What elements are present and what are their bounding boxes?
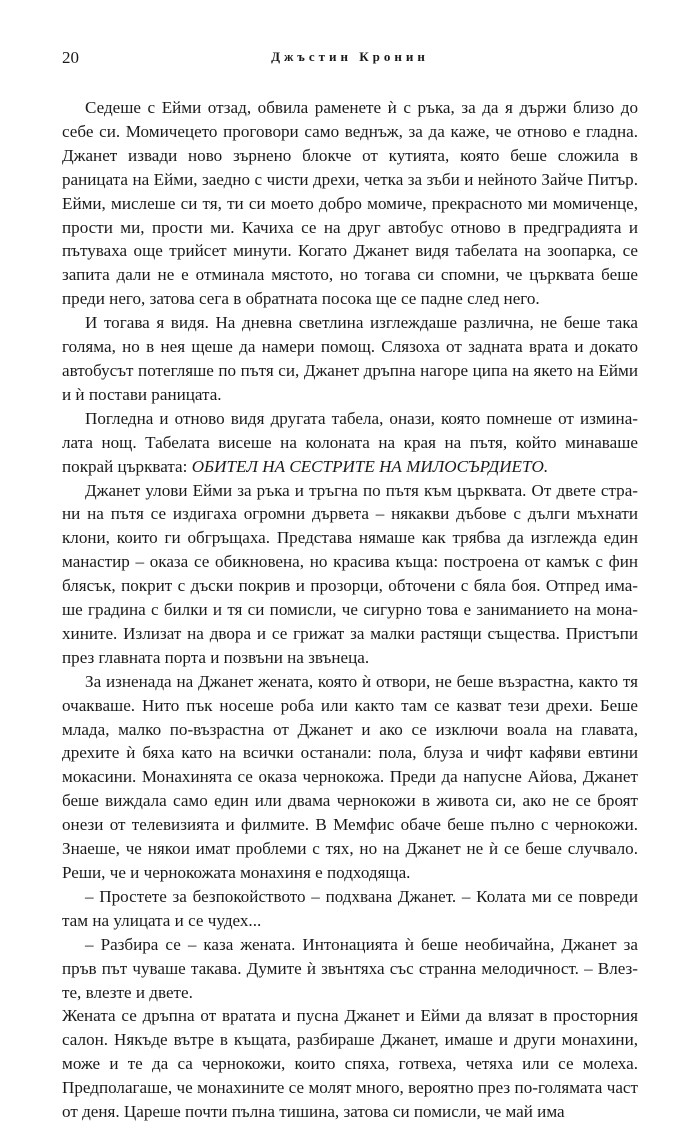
paragraph (62, 479, 638, 670)
paragraph-text: – Разбира се – каза жената. Интонацията ѝ беше необичайна, Джанет за пръв път чуваше такава. Думите ѝ звънтяха със странна мелодичност. – Влезте, влезте и двете. (62, 934, 638, 1002)
paragraph-text: За изненада на Джанет жената, която ѝ отвори, не беше възрастна, както тя очакваше. Нито пък носеше роба или както там се казват тези дрехи. Беше млада, малко по-възрастна от Джанет и ако се изключи воала на главата, дрехите ѝ бяха като на всички останали: пола, блуза и чифт кафяви евтини мокасини. Монахинята се оказа чернокожа. Преди да напусне Айова, Джанет беше виждала само един или двама чернокожи в живота си, ако не се броят онези от телевизията и филмите. В Мемфис обаче беше пълно с чернокожи. Знаеше, че някои имат проблеми с тях, но на Джанет не ѝ се беше случвало. Реши, че и чернокожата монахиня е подходяща. (62, 671, 638, 882)
paragraph (62, 885, 638, 933)
paragraph (62, 407, 638, 479)
paragraph-text: Погледна и отново видя другата табела, онази, която помнеше от изминалата нощ. Табелата висеше на колоната на края на пътя, който минаваше покрай църквата: (62, 408, 638, 476)
paragraph-text: Седеше с Ейми отзад, обвила раменете ѝ с ръка, за да я държи близо до себе си. Момичецето проговори само веднъж, за да каже, че отново е гладна. Джанет извади ново зърнено блокче от кутията, която беше сложила в раницата на Ейми, заедно с чисти дрехи, четка за зъби и нейното Зайче Питър. Ейми, мислеше си тя, ти си моето добро момиче, прекрасното ми момиченце, прости ми, прости ми. Качиха се на друг автобус отново в предградията и пътуваха още трийсет минути. Когато Джанет видя табелата на зоопарка, се запита дали не е отминала мястото, но тогава си спомни, че църквата беше преди него, затова сега в обратната посока ще се падне след него. (62, 98, 638, 309)
paragraph-text: – Простете за безпокойството – подхвана Джанет. – Колата ми се повреди там на улицата и се чудех... (62, 886, 638, 930)
paragraph (62, 933, 638, 1005)
page-body (62, 96, 638, 1124)
paragraph (62, 1004, 638, 1124)
paragraph (62, 670, 638, 885)
page-header (62, 46, 638, 72)
paragraph (62, 96, 638, 311)
paragraph-text: Джанет улови Ейми за ръка и тръгна по пътя към църквата. От двете страни на пътя се издигаха огромни дървета – някакви дъбове с дълги мъхнати клони, които ги обгръщаха. Представа нямаше как трябва да изглежда един манастир – оказа се обикновена, но красива къща: построена от камък с фин блясък, покрит с дъски покрив и прозорци, обточени с бяла боя. Отпред имаше градина с билки и тя си помисли, че сигурно това е заниманието на монахините. Излизат на двора и се грижат за малки растящи същества. Пристъпи през главната порта и позвъни на звънеца. (62, 480, 638, 667)
running-title: Джъстин Кронин (271, 49, 429, 64)
paragraph-text: Жената се дръпна от вратата и пусна Джанет и Ейми да влязат в просторния салон. Някъде вътре в къщата, разбираше Джанет, имаше и други монахини, може и те да са чернокожи, които спяха, готвеха, четяха или се молеха. Предполагаше, че монахините се молят много, вероятно през по-голямата част от деня. Цареше почти пълна тишина, затова си помисли, че май има (62, 1006, 638, 1122)
paragraph (62, 311, 638, 407)
paragraph-text: И тогава я видя. На дневна светлина изглеждаше различна, не беше така голяма, но в нея щеше да намери помощ. Слязоха от задната врата и докато автобусът потегляше по пътя си, Джанет дръпна нагоре ципа на якето на Ейми и ѝ постави раницата. (62, 313, 638, 404)
sign-text: ОБИТЕЛ НА СЕСТРИТЕ НА МИЛОСЪРДИЕТО. (191, 456, 549, 476)
page-number: 20 (62, 48, 79, 67)
